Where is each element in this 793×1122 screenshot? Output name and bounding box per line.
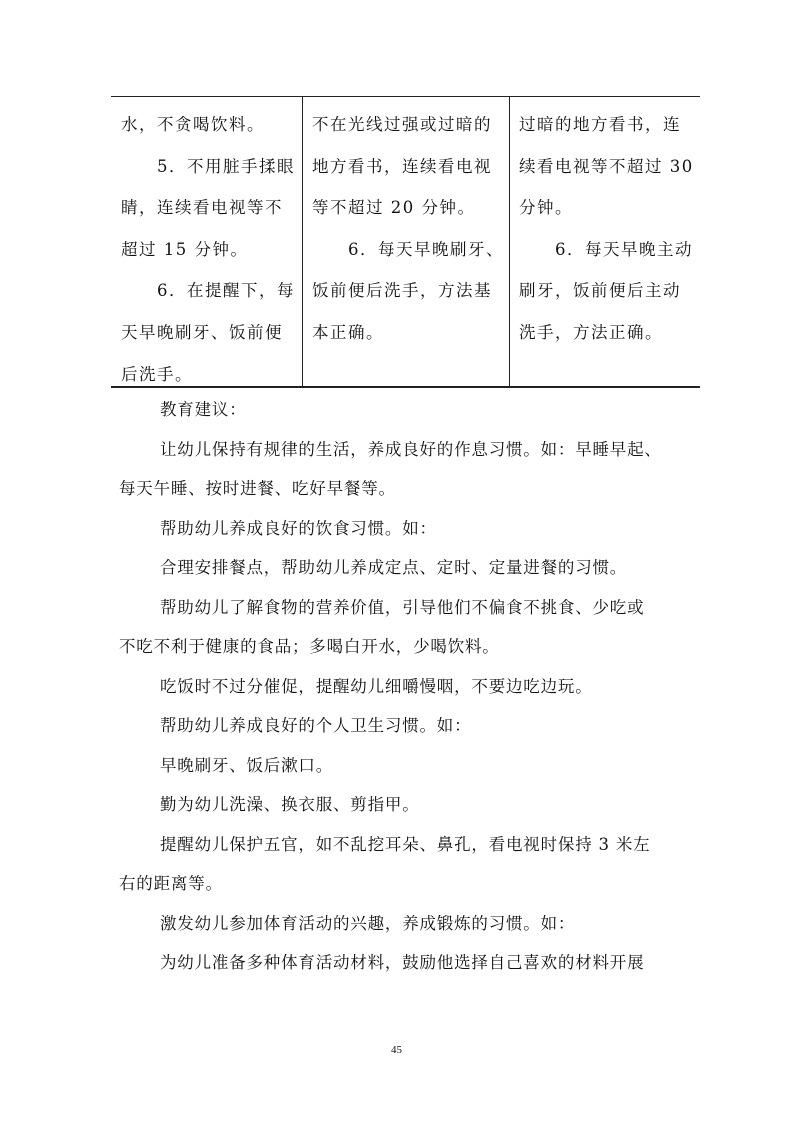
table-cell-line: 续看电视等不超过 30 [519,156,694,176]
paragraph-line: 激发幼儿参加体育活动的兴趣，养成锻炼的习惯。如： [160,913,576,933]
paragraph-line: 每天午睡、按时进餐、吃好早餐等。 [119,479,396,498]
paragraph-line: 让幼儿保持有规律的生活，养成良好的作息习惯。如：早睡早起、 [160,439,662,459]
table-cell-line: 等不超过 20 分钟。 [312,198,476,218]
paragraph-line: 帮助幼儿养成良好的饮食习惯。如： [160,518,437,538]
table-cell-line: 水，不贪喝饮料。 [121,115,265,134]
table-column-1 [111,97,303,386]
table-cell-line: 分钟。 [519,198,573,218]
table-column-2 [303,97,510,386]
development-table [111,96,700,388]
paragraph-line: 吃饭时不过分催促，提醒幼儿细嚼慢咽，不要边吃边玩。 [160,676,593,696]
table-column-3 [510,97,700,386]
table-cell-line: 地方看书，连续看电视 [312,156,492,176]
table-cell-line: 后洗手。 [121,364,193,384]
paragraph-line: 帮助幼儿了解食物的营养价值，引导他们不偏食不挑食、少吃或 [160,597,645,617]
education-suggestions [0,390,793,983]
table-cell-line: 6．在提醒下，每 [121,281,295,301]
table-cell-line: 过暗的地方看书，连 [519,115,681,134]
table-cell-line: 刷牙，饭前便后主动 [519,281,681,301]
table-cell-line: 本正确。 [312,322,384,342]
paragraph-line: 提醒幼儿保护五官，如不乱挖耳朵、鼻孔，看电视时保持 3 米左 [160,834,651,854]
table-cell-line: 睛，连续看电视等不 [121,198,283,218]
page-number: 45 [391,1044,402,1056]
table-cell-line: 6．每天早晚刷牙、 [312,239,504,259]
table-cell-line: 饭前便后洗手，方法基 [312,281,492,301]
paragraph-line: 不吃不利于健康的食品；多喝白开水，少喝饮料。 [119,637,500,656]
paragraph-line: 早晚刷牙、饭后漱口。 [160,755,333,775]
table-cell-line: 天早晚刷牙、饭前便 [121,322,283,342]
table-cell-line: 超过 15 分钟。 [121,239,249,259]
paragraph-line: 合理安排餐点，帮助幼儿养成定点、定时、定量进餐的习惯。 [160,558,628,577]
table-cell-line: 6．每天早晚主动 [519,239,693,259]
paragraph-line: 帮助幼儿养成良好的个人卫生习惯。如： [160,716,472,735]
paragraph-line: 勤为幼儿洗澡、换衣服、剪指甲。 [160,795,420,814]
table-cell-line: 不在光线过强或过暗的 [312,115,492,134]
paragraph-line: 右的距离等。 [119,874,223,893]
table-cell-line: 洗手，方法正确。 [519,322,663,342]
paragraph-line: 教育建议： [160,400,247,419]
paragraph-line: 为幼儿准备多种体育活动材料，鼓励他选择自己喜欢的材料开展 [160,953,645,972]
table-cell-line: 5．不用脏手揉眼 [121,156,295,176]
